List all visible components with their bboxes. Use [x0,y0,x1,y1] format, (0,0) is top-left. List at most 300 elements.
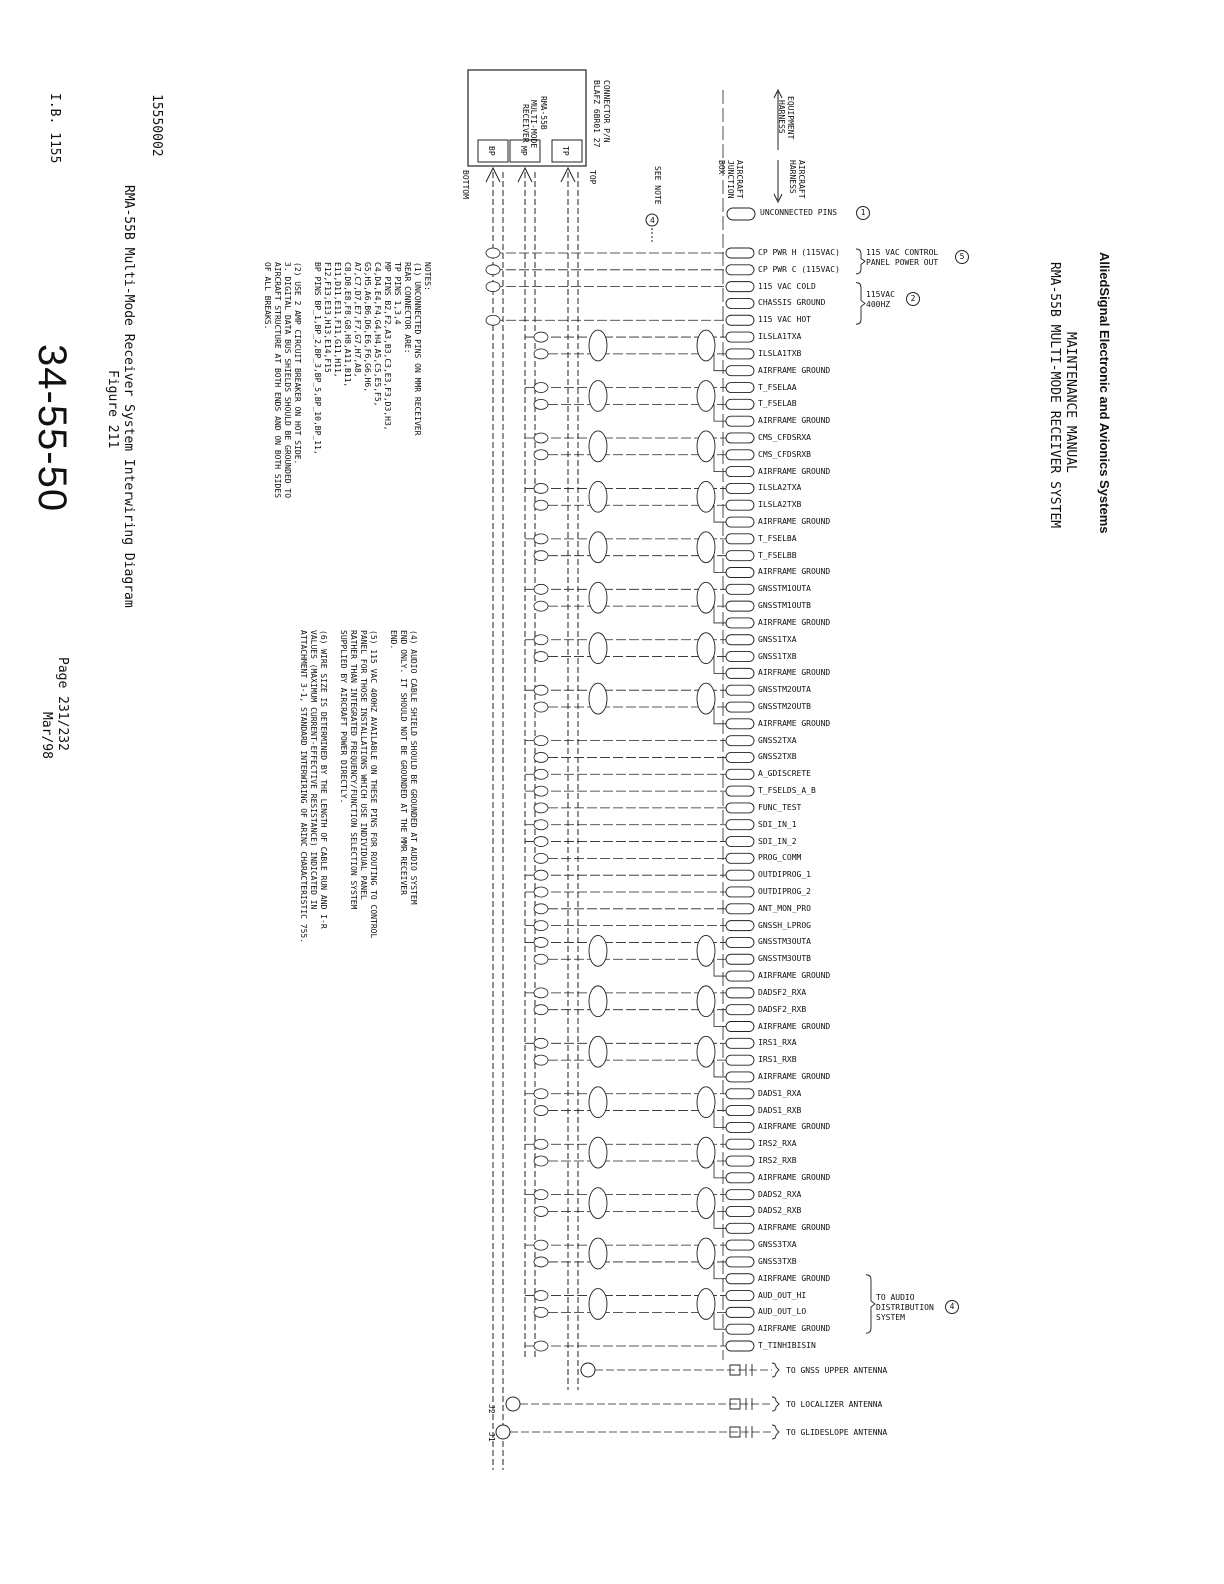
connector-pn-1: CONNECTOR P/N [602,80,611,143]
signal-label: OUTDIPROG_2 [758,886,811,896]
pin-bubble [534,752,548,762]
signal-label: GNSSTM2OUTA [758,685,811,695]
signal-label: GNSSTM2OUTB [758,702,811,711]
pin-bubble [534,450,548,460]
pin-bubble [534,349,548,359]
signal-label: PROG_COMM [758,853,802,863]
see-note-number: 4 [650,216,655,225]
note-1-mp2: C4,D4,E4,F4,G4,H4,A5,C5,E5,F5, [373,262,382,407]
pin-bubble [534,1307,548,1317]
terminal-pin [726,349,754,359]
connector-pn-2: BLAFZ 6BR01 27 [592,80,601,148]
shield-ground-wire [714,707,726,724]
j1-label: J1 [487,1432,496,1442]
pin-bubble [534,551,548,561]
signal-label: T_FSELAB [758,399,797,409]
shield-ground-wire [714,1110,726,1127]
control-panel-group-1: 115 VAC CONTROL [866,248,939,257]
pin-bubble [534,870,548,880]
terminal-pin [726,483,754,493]
pin-bubble [534,1055,548,1065]
note-1-b: REAR CONNECTOR ARE: [403,262,412,354]
signal-label: AIRFRAME GROUND [758,1122,831,1132]
plug-bp: BP [487,146,496,156]
note-4-b: END ONLY. IT SHOULD NOT BE GROUNDED AT THE MMR RECEIVER [399,630,408,895]
shield-oval [697,431,715,462]
note-5-d: SUPPLIED BY AIRCRAFT POWER DIRECTLY. [339,630,348,804]
terminal-pin [726,1274,754,1284]
system-title: RMA-55B MULTI-MODE RECEIVER SYSTEM [1047,262,1062,529]
terminal-pin [726,1005,754,1015]
terminal-pin [726,668,754,678]
pin-bubble [534,1257,548,1267]
signal-label: AIRFRAME GROUND [758,1172,831,1182]
shield-oval [589,481,607,512]
shield-oval [697,935,715,966]
note-1: (1) UNCONNECTED PINS ON MMR RECEIVER [413,262,422,436]
note-1-mp4: A7,C7,D7,E7,F7,G7,H7,A8, [353,262,362,378]
shield-oval [697,481,715,512]
page-date: Mar/98 [39,712,54,759]
terminal-pin [726,988,754,998]
shield-oval [697,1289,715,1320]
signal-label: DADS2_RXB [758,1206,802,1216]
signal-label: ANT_MON_PRO [758,903,811,913]
pin-bubble [534,332,548,342]
signal-label: AIRFRAME GROUND [758,668,831,678]
terminal-pin [726,601,754,611]
signal-label: IRS2_RXA [758,1139,797,1149]
unit-subtitle-1: MULTI-MODE [529,100,538,149]
terminal-pin [726,248,754,258]
see-note-label: SEE NOTE [653,166,662,205]
signal-label: GNSSTM3OUTB [758,954,811,964]
signal-label: AIRFRAME GROUND [758,1021,831,1031]
signal-label: IRS2_RXB [758,1156,797,1166]
pin-bubble [486,282,500,292]
signal-label: SDI_IN_1 [758,819,797,829]
signal-label: ILSLA2TXA [758,483,802,493]
pin-bubble [534,702,548,712]
company-name: AlliedSignal Electronic and Avionics Systems [1097,252,1112,534]
shield-ground-wire [714,606,726,623]
terminal-pin [726,752,754,762]
terminal-pin [726,1055,754,1065]
group-brace [856,249,865,274]
pin-bubble [534,837,548,847]
pin-bubble [534,1190,548,1200]
manual-title: MAINTENANCE MANUAL [1063,332,1078,473]
audio-note: 4 [945,1300,959,1314]
signal-label: FUNC_TEST [758,802,802,812]
note-1-bp: BP PINS BP_1,BP_2,BP_3,BP_5,BP_10,BP_11, [313,262,322,455]
note-1-mp: MP PINS B2,F2,A3,B3,C3,E3,F3,D3,H3, [383,262,392,431]
signal-label: GNSS1TXA [758,634,797,644]
pin-bubble [534,1038,548,1048]
shield-oval [589,330,607,361]
group-brace [866,1275,875,1333]
terminal-pin [726,551,754,561]
pin-bubble [534,820,548,830]
terminal-pin [726,1307,754,1317]
signal-label: AUD_OUT_HI [758,1290,807,1300]
note-1-mp3: G5,H5,A6,B6,D6,E6,F6,G6,H6, [363,262,372,393]
shield-oval [697,330,715,361]
unconnected-pins-label: UNCONNECTED PINS [760,208,838,217]
shield-oval [589,986,607,1017]
signal-label: GNSS2TXB [758,752,797,762]
note-5-c: RATHER THAN INTEGRATED FREQUENCY/FUNCTION SELECTION SYSTEM [349,630,358,910]
signal-label: GNSS3TXB [758,1256,797,1266]
signal-label: GNSSH_LPROG [758,920,811,930]
terminal-pin [726,652,754,662]
terminal-pin [726,820,754,830]
note-1-tp: TP PINS 1,3,4 [393,262,402,325]
aircraft-harness-label: HARNESS [788,160,797,194]
terminal-pin [726,837,754,847]
shield-oval [589,1188,607,1219]
shield-oval [589,633,607,664]
note-6-b: VALUES (MAXIMUM CURRENT-EFFECTIVE RESISTANCE) INDICATED IN [309,630,318,910]
box-label: BOX [717,160,726,175]
terminal-pin [726,769,754,779]
signal-label: T_FSELDS_A_B [758,786,816,796]
note-1-mp5: C8,D8,E8,F8,G8,H8,A11,B11, [343,262,352,388]
group-brace [856,283,865,325]
note-2: (2) USE 2 AMP CIRCUIT BREAKER ON HOT SIDE. [293,262,302,465]
junction-aircraft-label: AIRCRAFT [735,160,744,199]
shield-ground-wire [714,656,726,673]
signal-label: AIRFRAME GROUND [758,365,831,375]
shield-ground-wire [714,454,726,471]
signal-label: ILSLA1TXB [758,348,802,358]
bottom-label: BOTTOM [461,170,470,199]
terminal-pin [726,853,754,863]
note-5: (5) 115 VAC 400HZ AVAILABLE ON THESE PINS FOR ROUTING TO CONTROL [369,630,378,939]
terminal-pin [726,534,754,544]
terminal-pin [726,1089,754,1099]
note-6-c: ATTACHMENT 3-1, STANDARD INTERWIRING OF ARINC CHARACTERISTIC 755. [299,630,308,944]
terminal-pin [726,937,754,947]
terminal-pin [726,332,754,342]
figure-caption: RMA-55B Multi-Mode Receiver System Interwiring Diagram [121,185,136,608]
signal-label: AIRFRAME GROUND [758,617,831,627]
pin-bubble [486,248,500,258]
signal-label: AIRFRAME GROUND [758,517,831,527]
pin-bubble [534,534,548,544]
pin-bubble [534,1106,548,1116]
shield-oval [589,582,607,613]
signal-label: GNSS1TXB [758,651,797,661]
shield-oval [697,633,715,664]
shield-oval [697,1036,715,1067]
pin-bubble [534,853,548,863]
pin-bubble [534,954,548,964]
pin-bubble [534,786,548,796]
pin-bubble [534,483,548,493]
shield-oval [589,683,607,714]
signal-label: AIRFRAME GROUND [758,1324,831,1334]
antenna-brace [772,1425,779,1439]
coax-connector [496,1425,510,1439]
shield-oval [697,582,715,613]
signal-label: CHASSIS GROUND [758,298,826,308]
note-5-b: PANEL FOR THOSE INSTALLATIONS WHICH USE INDIVIDUAL PANEL [359,630,368,900]
pin-bubble [534,433,548,443]
unit-name: RMA-55B [539,96,548,130]
shield-ground-wire [714,1312,726,1329]
terminal-pin [726,803,754,813]
power-note: 2 [906,292,920,306]
audio-group-3: SYSTEM [876,1313,905,1322]
unconnected-note-mark: 1 [856,206,870,220]
plug-tp: TP [561,146,570,156]
signal-label: AUD_OUT_LO [758,1307,807,1317]
pin-bubble [534,1291,548,1301]
junction-label: JUNCTION [726,160,735,199]
power-group-1: 115VAC [866,290,895,299]
pin-bubble [534,685,548,695]
plug-mp: MP [519,146,528,156]
signal-label: DADSF2_RXB [758,1004,807,1014]
control-panel-note: 5 [955,250,969,264]
shield-oval [589,1238,607,1269]
signal-label: DADS1_RXB [758,1105,802,1115]
signal-label: AIRFRAME GROUND [758,1223,831,1233]
signal-label: AIRFRAME GROUND [758,416,831,426]
equipment-harness-label: HARNESS [777,100,786,134]
shield-ground-wire [714,353,726,370]
shield-oval [589,1289,607,1320]
signal-label: A_GDISCRETE [758,769,811,779]
page-number: Page 231/232 [55,657,70,751]
pin-bubble [534,887,548,897]
terminal-pin [726,366,754,376]
signal-label: GNSS3TXA [758,1240,797,1250]
audio-group-1: TO AUDIO [876,1293,915,1302]
terminal-pin [726,618,754,628]
terminal-pin [726,1190,754,1200]
shield-oval [697,1188,715,1219]
shield-oval [589,381,607,412]
terminal-pin [726,1257,754,1267]
terminal-pin [726,702,754,712]
signal-label: CP PWR C (115VAC) [758,264,840,274]
signal-label: DADS1_RXA [758,1088,802,1098]
terminal-pin [726,282,754,292]
shield-ground-wire [714,1211,726,1228]
shield-ground-wire [714,505,726,522]
pin-bubble [534,736,548,746]
signal-label: AIRFRAME GROUND [758,1273,831,1283]
pin-bubble [486,315,500,325]
signal-label: DADSF2_RXA [758,987,807,997]
note-4: (4) AUDIO CABLE SHIELD SHOULD BE GROUNDED AT AUDIO SYSTEM [409,630,418,905]
terminal-pin [726,416,754,426]
pin-bubble [534,1089,548,1099]
pin-bubble [534,921,548,931]
pin-bubble [534,988,548,998]
shield-oval [589,1087,607,1118]
pin-bubble [534,652,548,662]
shield-oval [697,1087,715,1118]
signal-label: SDI_IN_2 [758,836,797,846]
j2-label: J2 [487,1404,496,1414]
shield-ground-wire [714,959,726,976]
pin-bubble [534,1341,548,1351]
pin-bubble [534,1156,548,1166]
note-3: 3. DIGITAL DATA BUS SHIELDS SHOULD BE GROUNDED TO [283,262,292,499]
terminal-pin [726,1240,754,1250]
signal-label: AIRFRAME GROUND [758,1071,831,1081]
terminal-pin [726,1022,754,1032]
terminal-pin [726,383,754,393]
gnss-antenna-label: TO GNSS UPPER ANTENNA [786,1366,888,1375]
terminal-pin [726,298,754,308]
coax-connector [506,1397,520,1411]
terminal-pin [726,1173,754,1183]
signal-label: 115 VAC HOT [758,315,811,325]
pin-bubble [534,1005,548,1015]
terminal-pin [726,584,754,594]
control-panel-group-2: PANEL POWER OUT [866,258,939,267]
notes-title: NOTES: [423,262,432,291]
note-1-mp6: E11,D11,E11,F11,G11,H11, [333,262,342,378]
section-number: 34-55-50 [30,344,74,513]
terminal-pin [726,517,754,527]
shield-ground-wire [714,1262,726,1279]
terminal-pin [726,887,754,897]
terminal-pin [726,971,754,981]
part-number: 15550002 [149,94,164,157]
antenna-brace [772,1363,779,1377]
note-3-c: OF ALL BREAKS. [263,262,272,330]
shield-oval [697,532,715,563]
shield-oval [697,381,715,412]
shield-ground-wire [714,1060,726,1077]
signal-label: GNSS2TXA [758,735,797,745]
shield-ground-wire [714,1161,726,1178]
signal-label: 115 VAC COLD [758,281,816,291]
terminal-pin [726,1072,754,1082]
shield-oval [697,1238,715,1269]
terminal-pin [726,1122,754,1132]
signal-label: T_FSELBB [758,550,797,560]
terminal-pin [726,719,754,729]
pin-bubble [534,500,548,510]
signal-label: CP PWR H (115VAC) [758,248,840,257]
terminal-pin [726,1106,754,1116]
signal-label: CMS_CFDSRXA [758,432,811,442]
pin-bubble [534,803,548,813]
signal-label: IRS1_RXB [758,1055,797,1065]
pin-bubble [534,635,548,645]
signal-label: ILSLA2TXB [758,500,802,510]
signal-label: AIRFRAME GROUND [758,567,831,577]
glideslope-antenna-label: TO GLIDESLOPE ANTENNA [786,1428,888,1437]
signal-label: T_FSELBA [758,533,797,543]
pin-bubble [534,601,548,611]
pin-bubble [486,265,500,275]
shield-ground-wire [714,555,726,572]
pin-bubble [534,1206,548,1216]
terminal-pin [726,1341,754,1351]
shield-oval [589,431,607,462]
terminal-pin [726,1223,754,1233]
terminal-pin [726,450,754,460]
shield-ground-wire [714,404,726,421]
terminal-pin [726,567,754,577]
power-group-2: 400HZ [866,300,891,309]
signal-label: GNSSTM1OUTA [758,584,811,594]
unit-subtitle-2: RECEIVER [521,104,530,143]
equipment-label: EQUIPMENT [786,96,795,140]
doc-id: I.B. 1155 [47,93,62,164]
signal-label: OUTDIPROG_1 [758,870,811,880]
pin-bubble [534,383,548,393]
coax-connector [581,1363,595,1377]
terminal-pin [726,736,754,746]
terminal-pin [726,265,754,275]
signal-label: DADS2_RXA [758,1189,802,1199]
shield-ground-wire [714,1009,726,1026]
terminal-pin [726,399,754,409]
note-4-c: END. [389,630,398,650]
terminal-pin [726,1291,754,1301]
shield-oval [697,986,715,1017]
signal-label: T_FSELAA [758,382,797,392]
shield-oval [589,532,607,563]
shield-oval [697,683,715,714]
signal-label: GNSSTM1OUTB [758,601,811,611]
shield-oval [697,1137,715,1168]
pin-bubble [534,399,548,409]
localizer-antenna-label: TO LOCALIZER ANTENNA [786,1400,883,1409]
antenna-brace [772,1397,779,1411]
terminal-pin [726,500,754,510]
terminal-pin [726,954,754,964]
terminal-pin [726,467,754,477]
pin-bubble [534,904,548,914]
aircraft-label: AIRCRAFT [797,160,806,199]
terminal-pin [726,870,754,880]
shield-oval [589,1036,607,1067]
pin-bubble [534,769,548,779]
audio-group-2: DISTRIBUTION [876,1303,934,1312]
terminal-pin [726,685,754,695]
terminal-pin [726,1139,754,1149]
shield-oval [589,935,607,966]
note-6: (6) WIRE SIZE IS DETERMINED BY THE LENGTH OF CABLE RUN AND I-R [319,630,328,929]
note-3-b: AIRCRAFT STRUCTURE AT BOTH ENDS AND ON BOTH SIDES [273,262,282,499]
figure-number: Figure 211 [105,370,120,449]
pin-bubble [534,937,548,947]
terminal-pin [726,921,754,931]
signal-label: T_TINHIBISIN [758,1341,816,1350]
signal-label: GNSSTM3OUTA [758,937,811,947]
terminal-pin [726,904,754,914]
terminal-pin [726,1038,754,1048]
terminal-pin [726,635,754,645]
terminal-pin [726,1324,754,1334]
signal-label: CMS_CFDSRXB [758,449,811,459]
note-1-mp7: F12,F13,E13,H13,E14,F15 [323,262,332,373]
terminal-pin [726,1206,754,1216]
signal-label: IRS1_RXA [758,1038,797,1048]
shield-oval [589,1137,607,1168]
signal-label: AIRFRAME GROUND [758,971,831,981]
signal-label: AIRFRAME GROUND [758,718,831,728]
